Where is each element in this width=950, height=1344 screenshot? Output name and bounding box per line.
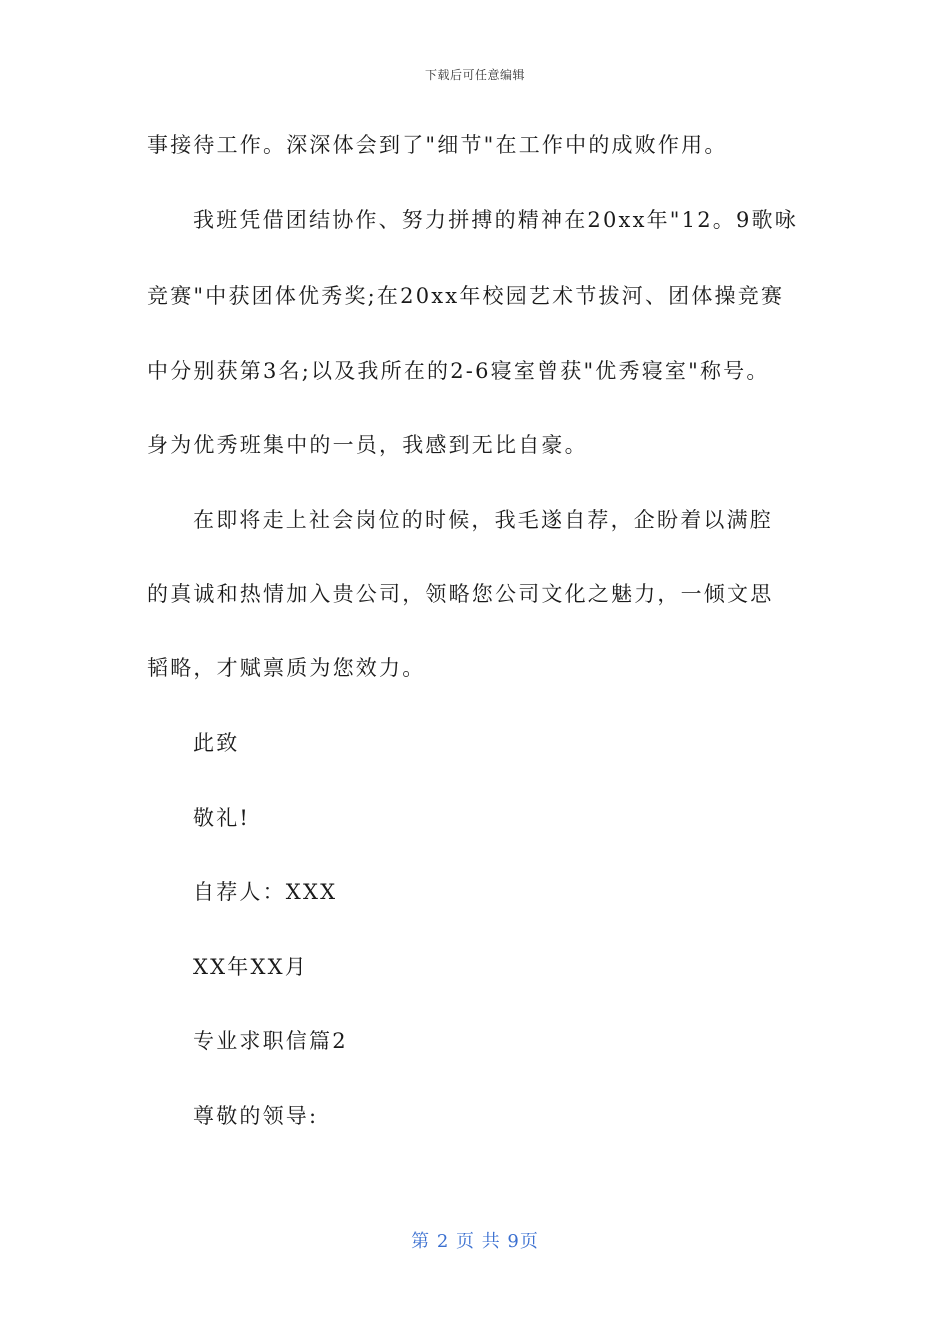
body-line-6: 在即将走上社会岗位的时候，我毛遂自荐，企盼着以满腔 bbox=[193, 508, 773, 532]
body-line-8: 韬略，才赋禀质为您效力。 bbox=[147, 656, 426, 680]
greeting-line: 尊敬的领导: bbox=[193, 1104, 319, 1128]
body-line-3: 竞赛"中获团体优秀奖;在20xx年校园艺术节拔河、团体操竞赛 bbox=[147, 284, 785, 308]
body-line-5: 身为优秀班集中的一员，我感到无比自豪。 bbox=[147, 433, 588, 457]
closing-regards: 敬礼! bbox=[193, 806, 251, 830]
date-line: XX年XX月 bbox=[193, 955, 309, 979]
body-line-7: 的真诚和热情加入贵公司，领略您公司文化之魅力，一倾文思 bbox=[147, 582, 774, 606]
body-line-2: 我班凭借团结协作、努力拼搏的精神在20xx年"12。9歌咏 bbox=[193, 208, 798, 232]
page-number-footer: 第 2 页 共 9页 bbox=[411, 1231, 539, 1252]
closing-salutation: 此致 bbox=[193, 731, 240, 755]
page-header-note: 下载后可任意编辑 bbox=[424, 68, 525, 82]
section-title: 专业求职信篇2 bbox=[193, 1029, 348, 1053]
body-line-4: 中分别获第3名;以及我所在的2-6寝室曾获"优秀寝室"称号。 bbox=[147, 359, 770, 383]
body-line-1: 事接待工作。深深体会到了"细节"在工作中的成败作用。 bbox=[147, 133, 728, 157]
signature-line: 自荐人：XXX bbox=[193, 880, 338, 904]
